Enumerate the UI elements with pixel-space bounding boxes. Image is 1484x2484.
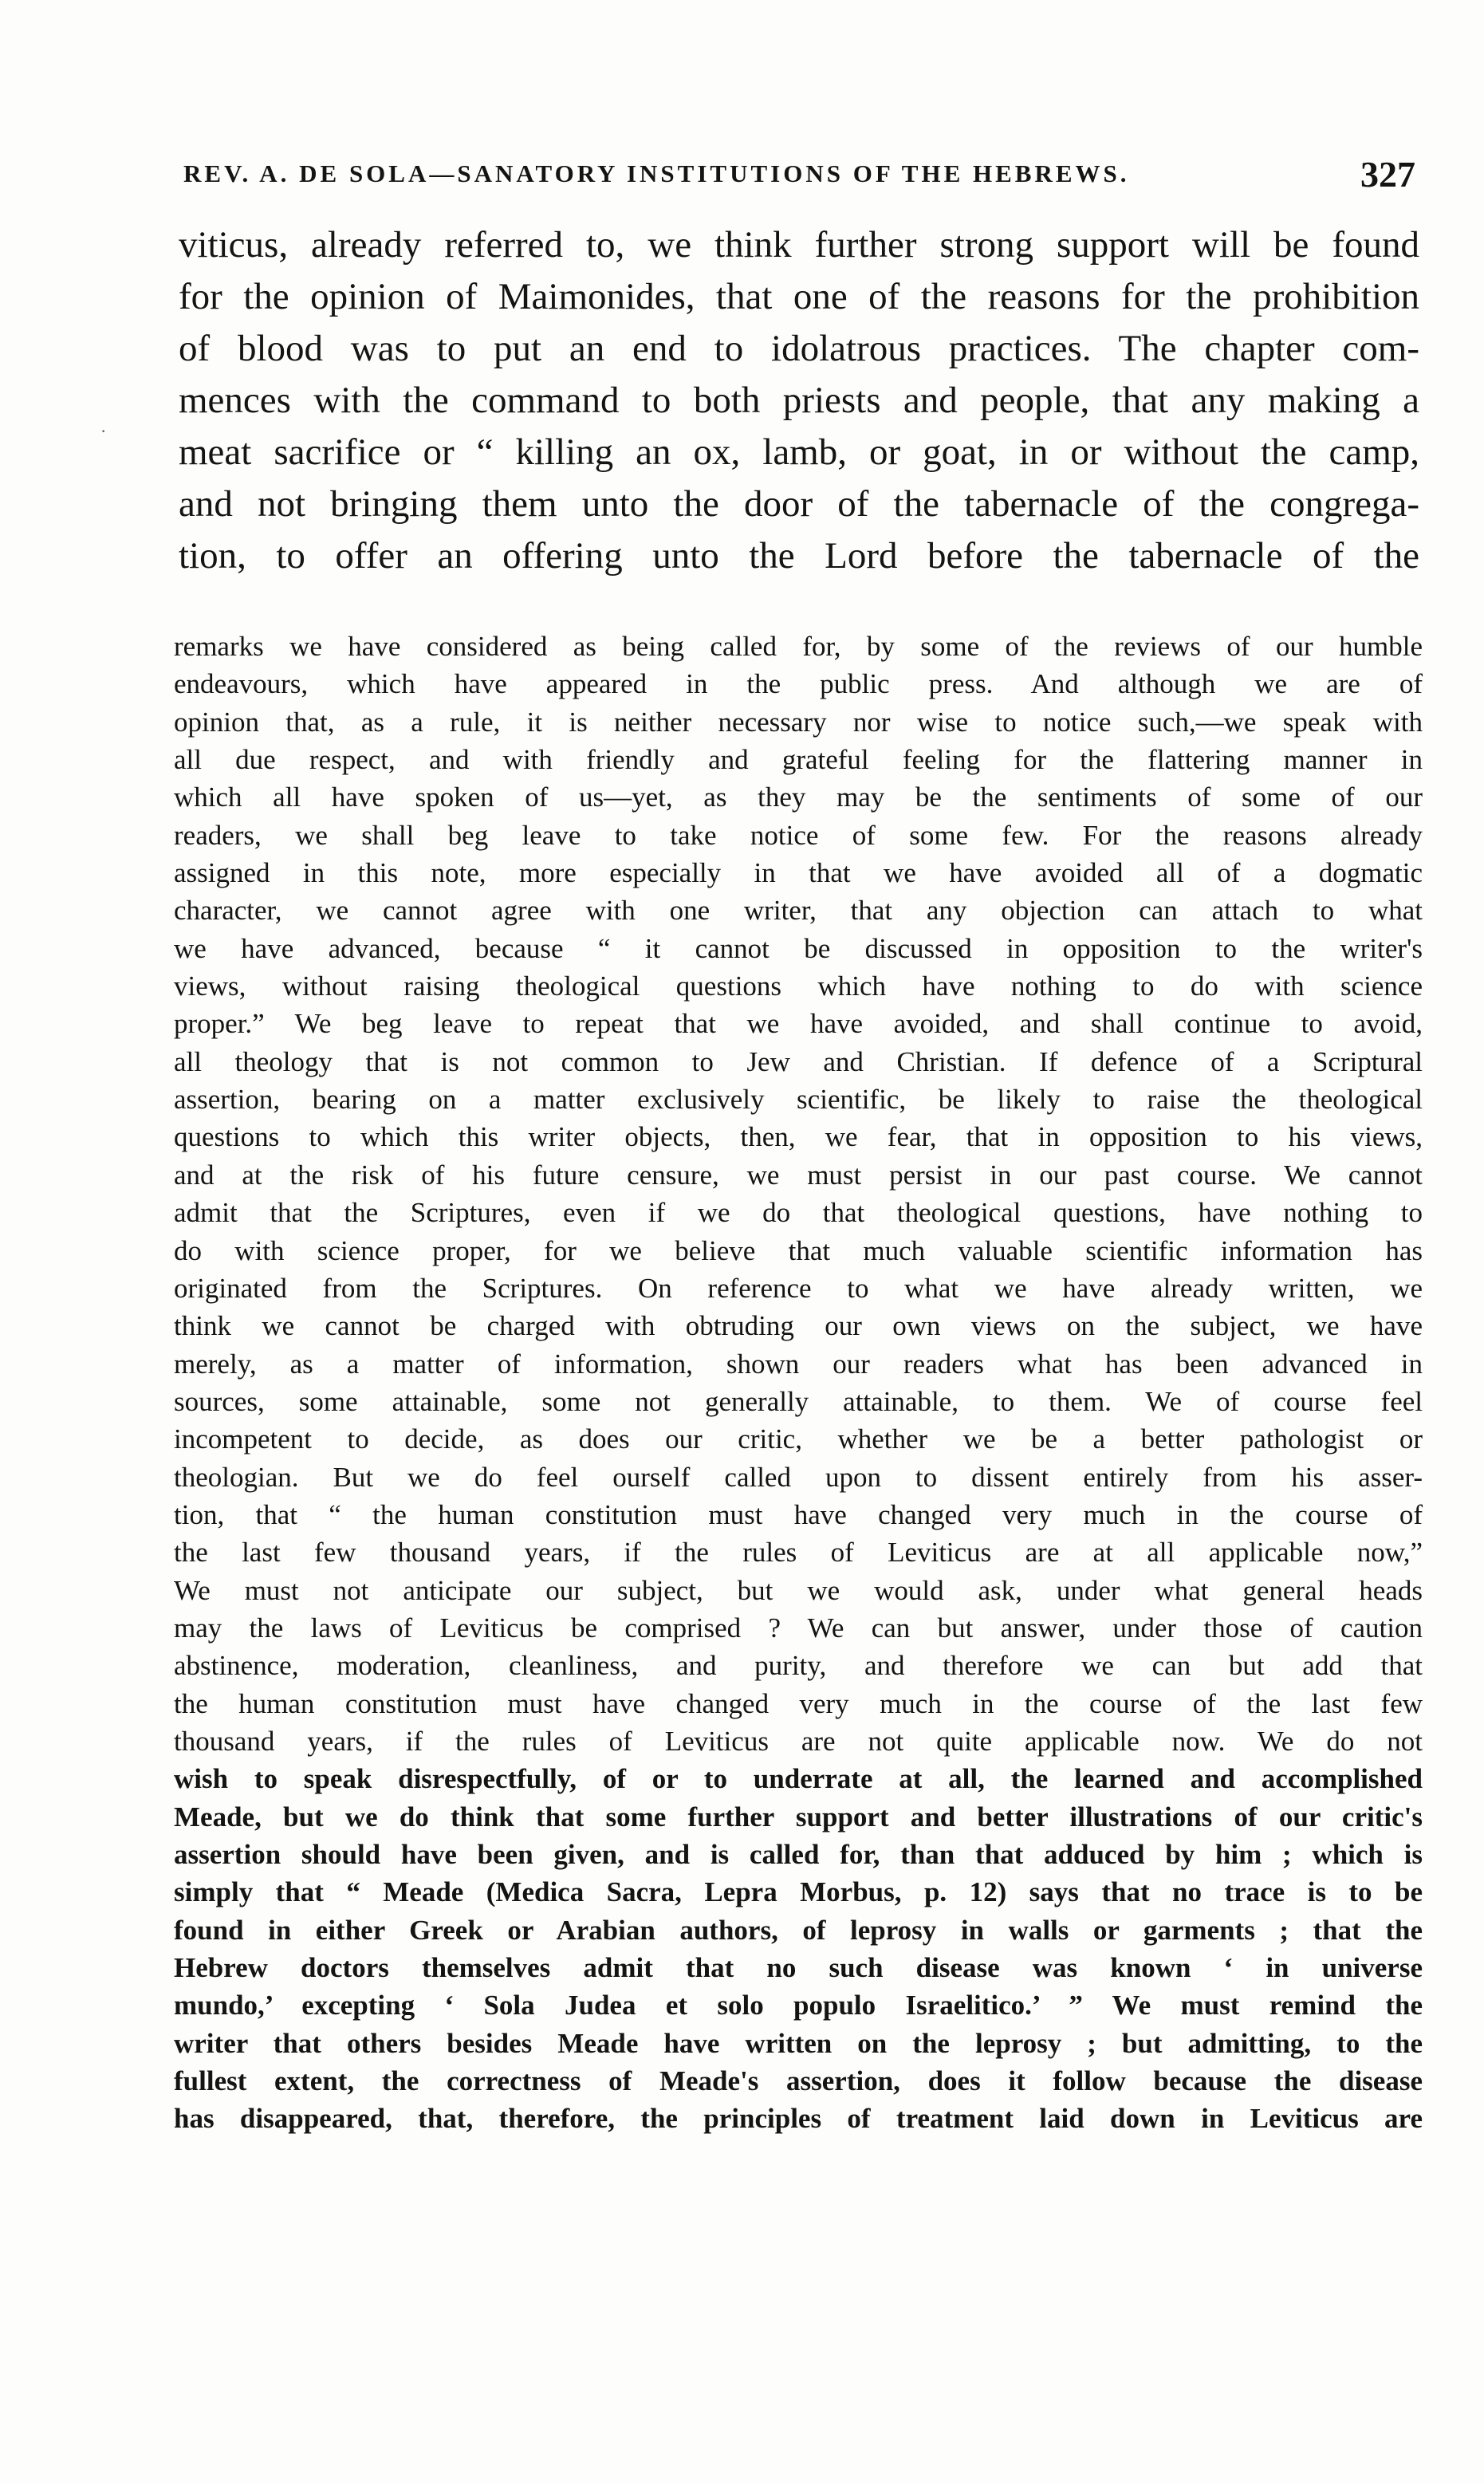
main-text-line: meat sacrifice or “ killing an ox, lamb, or goat, in or without the camp, xyxy=(179,431,1419,473)
main-text-block xyxy=(179,219,1419,582)
footnote-line: Meade, but we do think that some further support and better illustrations of our critic's xyxy=(174,1801,1423,1832)
footnote-line: assertion should have been given, and is called for, than that adduced by him ; which is xyxy=(174,1839,1423,1870)
main-text-line: mences with the command to both priests and people, that any making a xyxy=(179,380,1419,421)
main-text-line: tion, to offer an offering unto the Lord before the tabernacle of the xyxy=(179,535,1419,577)
footnote-line: think we cannot be charged with obtruding our own views on the subject, we have xyxy=(174,1310,1423,1342)
footnote-line: views, without raising theological questions which have nothing to do with science xyxy=(174,970,1423,1002)
footnote-line: simply that “ Meade (Medica Sacra, Lepra Morbus, p. 12) says that no trace is to be xyxy=(174,1876,1423,1908)
footnote-line: which all have spoken of us—yet, as they may be the sentiments of some of our xyxy=(174,781,1423,813)
footnote-line: Hebrew doctors themselves admit that no such disease was known ‘ in universe xyxy=(174,1952,1423,1984)
footnote-line: assigned in this note, more especially in that we have avoided all of a dogmatic xyxy=(174,857,1423,889)
margin-dot: · xyxy=(100,421,107,441)
footnote-line: character, we cannot agree with one writer, that any objection can attach to what xyxy=(174,895,1423,927)
footnote-line: originated from the Scriptures. On reference to what we have already written, we xyxy=(174,1272,1423,1304)
footnote-line: theologian. But we do feel ourself called upon to dissent entirely from his asser- xyxy=(174,1461,1423,1493)
footnote-line: abstinence, moderation, cleanliness, and purity, and therefore we can but add that xyxy=(174,1650,1423,1682)
footnote-line: questions to which this writer objects, then, we fear, that in opposition to his views, xyxy=(174,1121,1423,1153)
footnote-line: remarks we have considered as being called for, by some of the reviews of our humble xyxy=(174,631,1423,662)
footnote-line: and at the risk of his future censure, we must persist in our past course. We cannot xyxy=(174,1159,1423,1191)
footnote-line: all due respect, and with friendly and grateful feeling for the flattering manner in xyxy=(174,744,1423,776)
running-title: REV. A. DE SOLA—SANATORY INSTITUTIONS OF THE HEBREWS. xyxy=(183,159,1130,187)
main-text-line: of blood was to put an end to idolatrous practices. The chapter com- xyxy=(179,328,1419,369)
footnote-line: endeavours, which have appeared in the public press. And although we are of xyxy=(174,668,1423,700)
footnote-line: sources, some attainable, some not generally attainable, to them. We of course feel xyxy=(174,1385,1423,1417)
footnote-line: fullest extent, the correctness of Meade's assertion, does it follow because the disease xyxy=(174,2065,1423,2097)
footnote-line: tion, that “ the human constitution must have changed very much in the course of xyxy=(174,1498,1423,1530)
footnote-line: proper.” We beg leave to repeat that we have avoided, and shall continue to avoid, xyxy=(174,1008,1423,1040)
main-text-line: viticus, already referred to, we think further strong support will be found xyxy=(179,224,1419,266)
footnote-line: We must not anticipate our subject, but we would ask, under what general heads xyxy=(174,1574,1423,1606)
footnote-line: thousand years, if the rules of Leviticus are not quite applicable now. We do not xyxy=(174,1725,1423,1757)
running-head xyxy=(183,153,1415,201)
footnote-line: admit that the Scriptures, even if we do that theological questions, have nothing to xyxy=(174,1197,1423,1229)
footnote-line: found in either Greek or Arabian authors, of leprosy in walls or garments ; that the xyxy=(174,1914,1423,1946)
footnote-line: has disappeared, that, therefore, the principles of treatment laid down in Leviticus are xyxy=(174,2103,1423,2135)
footnote-line: we have advanced, because “ it cannot be discussed in opposition to the writer's xyxy=(174,932,1423,964)
page-number: 327 xyxy=(1360,154,1415,195)
main-text-line: and not bringing them unto the door of the tabernacle of the congrega- xyxy=(179,483,1419,525)
footnote-line: wish to speak disrespectfully, of or to underrate at all, the learned and accomplished xyxy=(174,1763,1423,1795)
footnote-line: the human constitution must have changed very much in the course of the last few xyxy=(174,1687,1423,1719)
footnote-line: mundo,’ excepting ‘ Sola Judea et solo populo Israelitico.’ ” We must remind the xyxy=(174,1990,1423,2021)
footnote-line: readers, we shall beg leave to take notice of some few. For the reasons already xyxy=(174,819,1423,851)
footnote-block xyxy=(174,628,1423,2138)
footnote-line: do with science proper, for we believe that much valuable scientific information has xyxy=(174,1234,1423,1266)
footnote-line: writer that others besides Meade have written on the leprosy ; but admitting, to the xyxy=(174,2027,1423,2059)
footnote-line: incompetent to decide, as does our critic, whether we be a better pathologist or xyxy=(174,1423,1423,1455)
footnote-line: assertion, bearing on a matter exclusively scientific, be likely to raise the theological xyxy=(174,1084,1423,1116)
footnote-line: may the laws of Leviticus be comprised ? We can but answer, under those of caution xyxy=(174,1612,1423,1644)
footnote-line: all theology that is not common to Jew and Christian. If defence of a Scriptural xyxy=(174,1045,1423,1077)
footnote-line: merely, as a matter of information, shown our readers what has been advanced in xyxy=(174,1348,1423,1380)
footnote-line: the last few thousand years, if the rules of Leviticus are at all applicable now,” xyxy=(174,1537,1423,1569)
main-text-line: for the opinion of Maimonides, that one of the reasons for the prohibition xyxy=(179,276,1419,317)
footnote-line: opinion that, as a rule, it is neither necessary nor wise to notice such,—we speak with xyxy=(174,706,1423,738)
